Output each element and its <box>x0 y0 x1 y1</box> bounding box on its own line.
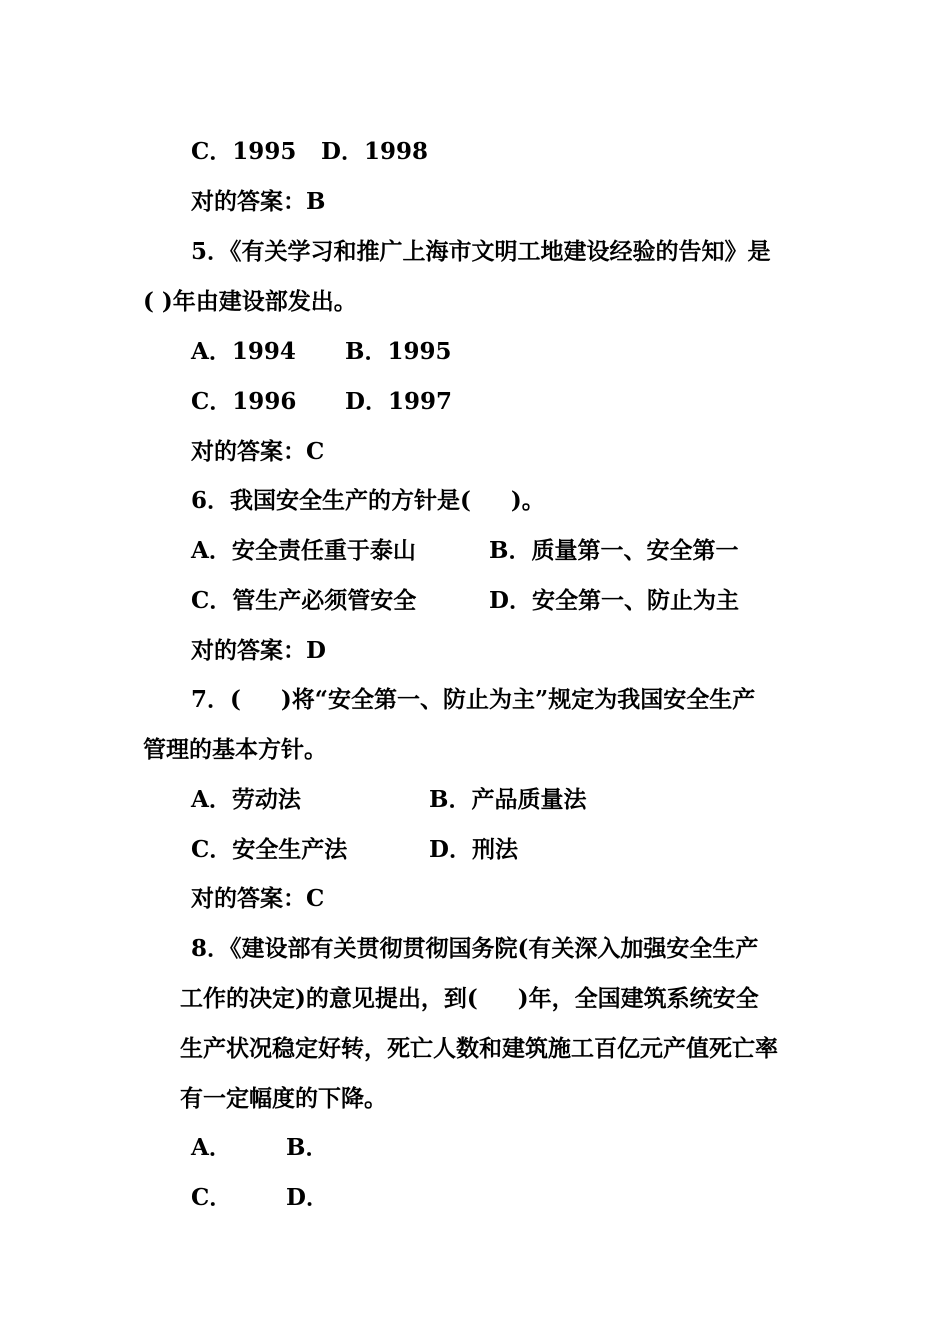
question-text: 5．《有关学习和推广上海市文明工地建设经验的告知》是 <box>191 238 771 265</box>
option-c: C．管生产必须管安全 <box>191 587 417 614</box>
answer-text: 对的答案：B <box>191 188 326 215</box>
option-c: C． <box>191 1184 233 1211</box>
option-d: D．1998 <box>321 138 428 165</box>
question-text: 8．《建设部有关贯彻贯彻国务院(有关深入加强安全生产 <box>191 935 759 962</box>
option-b: B．质量第一、安全第一 <box>489 537 739 564</box>
option-a: A． <box>191 1134 232 1161</box>
option-d: D． <box>286 1184 329 1211</box>
option-c: C．安全生产法 <box>191 836 348 863</box>
option-d: D．安全第一、防止为主 <box>489 587 739 614</box>
answer-text: 对的答案：C <box>191 438 325 465</box>
question-text: 工作的决定)的意见提出，到( )年，全国建筑系统安全 <box>180 985 759 1012</box>
option-c: C．1996 <box>191 388 297 415</box>
option-a: A．劳动法 <box>191 786 301 813</box>
answer-text: 对的答案：D <box>191 637 326 664</box>
option-a: A．安全责任重于泰山 <box>191 537 416 564</box>
option-d: D．1997 <box>345 388 452 415</box>
option-d: D．刑法 <box>429 836 518 863</box>
question-text: 7．( )将“安全第一、防止为主”规定为我国安全生产 <box>191 686 756 713</box>
question-text: 6．我国安全生产的方针是( )。 <box>191 487 545 514</box>
question-text: ( )年由建设部发出。 <box>143 288 357 315</box>
option-b: B．产品质量法 <box>429 786 587 813</box>
question-text: 有一定幅度的下降。 <box>180 1085 387 1112</box>
question-text: 生产状况稳定好转，死亡人数和建筑施工百亿元产值死亡率 <box>180 1035 778 1062</box>
option-c: C．1995 <box>191 138 297 165</box>
option-a: A．1994 <box>191 338 296 365</box>
option-b: B．1995 <box>345 338 452 365</box>
answer-text: 对的答案：C <box>191 885 325 912</box>
question-text: 管理的基本方针。 <box>143 736 327 763</box>
option-b: B． <box>286 1134 329 1161</box>
